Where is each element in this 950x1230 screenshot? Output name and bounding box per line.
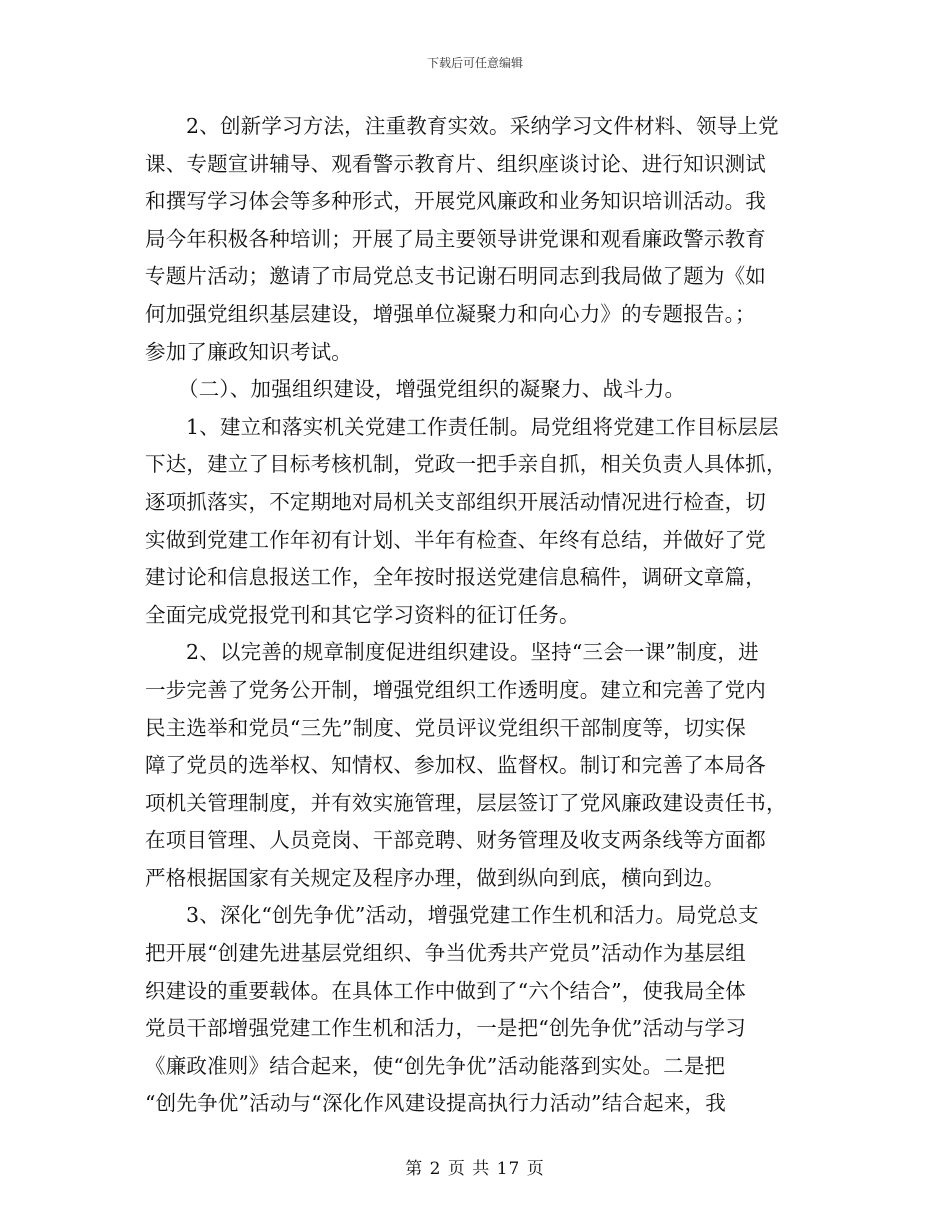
paragraph-line: 专题片活动；邀请了市局党总支书记谢石明同志到我局做了题为《如	[145, 264, 766, 289]
paragraph-line: 《廉政准则》结合起来，使“创先争优”活动能落到实处。二是把	[145, 1053, 726, 1078]
paragraph-line: 逐项抓落实，不定期地对局机关支部组织开展活动情况进行检查，切	[145, 489, 766, 514]
paragraph-line: 党员干部增强党建工作生机和活力，一是把“创先争优”活动与学习	[145, 1016, 746, 1041]
paragraph-line: 建讨论和信息报送工作，全年按时报送党建信息稿件，调研文章篇，	[145, 565, 766, 590]
paragraph-line: 严格根据国家有关规定及程序办理，做到纵向到底，横向到边。	[145, 865, 725, 890]
paragraph-line: 1、建立和落实机关党建工作责任制。局党组将党建工作目标层层	[186, 414, 779, 439]
paragraph-line: 织建设的重要载体。在具体工作中做到了“六个结合”，使我局全体	[145, 978, 746, 1003]
paragraph-line: 参加了廉政知识考试。	[145, 339, 352, 364]
paragraph-line: 2、以完善的规章制度促进组织建设。坚持“三会一课”制度，进	[186, 640, 759, 665]
paragraph-line: 一步完善了党务公开制，增强党组织工作透明度。建立和完善了党内	[145, 677, 766, 702]
page-header: 下载后可任意编辑	[426, 56, 523, 70]
paragraph-line: 全面完成党报党刊和其它学习资料的征订任务。	[145, 602, 580, 627]
section-heading: （二）、加强组织建设，增强党组织的凝聚力、战斗力。	[178, 377, 686, 402]
document-body	[145, 108, 805, 1123]
paragraph-line: 和撰写学习体会等多种形式，开展党风廉政和业务知识培训活动。我	[145, 189, 766, 214]
paragraph-line: 何加强党组织基层建设，增强单位凝聚力和向心力》的专题报告。；	[145, 301, 756, 326]
paragraph-line: 项机关管理制度，并有效实施管理，层层签订了党风廉政建设责任书，	[145, 790, 787, 815]
paragraph-line: 3、深化“创先争优”活动，增强党建工作生机和活力。局党总支	[186, 903, 759, 928]
paragraph-line: 在项目管理、人员竞岗、干部竞聘、财务管理及收支两条线等方面都	[145, 828, 766, 853]
paragraph-line: 实做到党建工作年初有计划、半年有检查、年终有总结，并做好了党	[145, 527, 766, 552]
paragraph-line: 民主选举和党员“三先”制度、党员评议党组织干部制度等，切实保	[145, 715, 746, 740]
paragraph-line: “创先争优”活动与“深化作风建设提高执行力活动”结合起来，我	[145, 1091, 726, 1116]
paragraph-line: 局今年积极各种培训；开展了局主要领导讲党课和观看廉政警示教育	[145, 226, 766, 251]
paragraph-line: 下达，建立了目标考核机制，党政一把手亲自抓，相关负责人具体抓，	[145, 452, 787, 477]
paragraph-line: 2、创新学习方法，注重教育实效。采纳学习文件材料、领导上党	[186, 114, 779, 138]
page-number-footer: 第 2 页 共 17 页	[405, 1159, 545, 1179]
paragraph-line: 障了党员的选举权、知情权、参加权、监督权。制订和完善了本局各	[145, 753, 766, 778]
paragraph-line: 把开展“创建先进基层党组织、争当优秀共产党员”活动作为基层组	[145, 941, 746, 966]
paragraph-line: 课、专题宣讲辅导、观看警示教育片、组织座谈讨论、进行知识测试	[145, 151, 766, 176]
